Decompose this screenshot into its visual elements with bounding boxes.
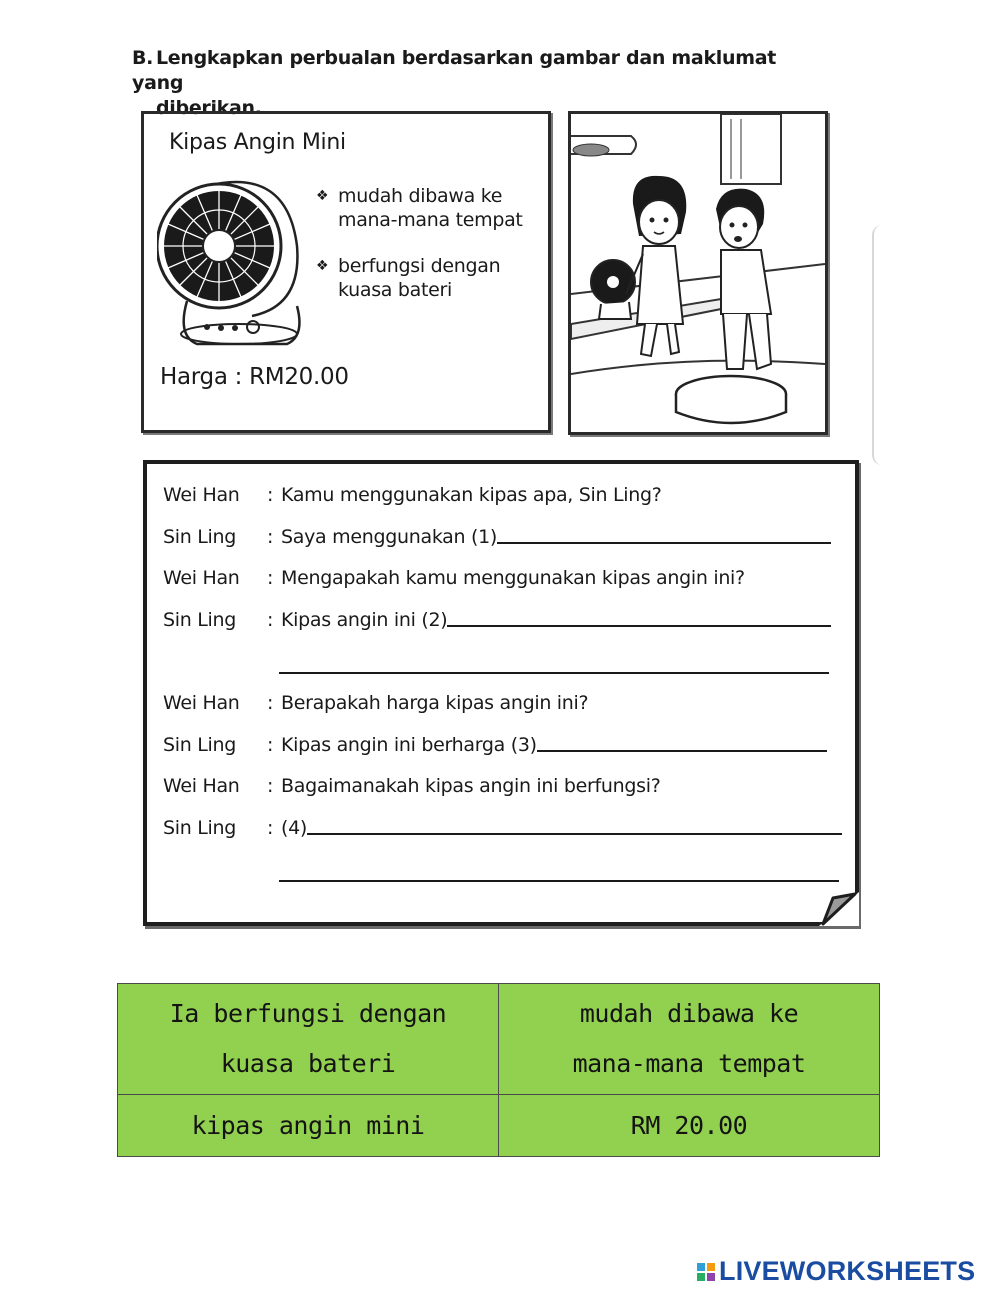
diamond-bullet-icon: ❖ (316, 258, 329, 274)
dialogue-note (143, 460, 859, 926)
dialogue-text: Berapakah harga kipas angin ini? (281, 692, 589, 714)
speaker-name: Sin Ling (163, 734, 236, 756)
page-curl-icon (819, 892, 859, 926)
instruction-line-2: diberikan. (156, 97, 262, 119)
dialogue-line: Sin Ling : Saya menggunakan (1) (163, 526, 831, 548)
speaker-name: Wei Han (163, 484, 240, 506)
answer-options-table (117, 983, 880, 1157)
dialogue-text: Saya menggunakan (1) (281, 526, 498, 548)
feature-item (316, 254, 541, 302)
dialogue-text: Kamu menggunakan kipas apa, Sin Ling? (281, 484, 662, 506)
feature-text: berfungsi dengan kuasa bateri (338, 255, 501, 301)
table-row (118, 984, 880, 1095)
answer-blank-2[interactable] (447, 625, 831, 627)
instruction-line-1: Lengkapkan perbualan berdasarkan gambar dan maklumat yang (132, 47, 777, 94)
scroll-edge-decoration (872, 225, 882, 465)
table-row (118, 1095, 880, 1157)
dialogue-line: Sin Ling : (4) (163, 817, 842, 839)
dialogue-line: Wei Han : Bagaimanakah kipas angin ini berfungsi? (163, 775, 661, 797)
mini-fan-illustration (157, 166, 307, 356)
instruction-number: B. (132, 47, 154, 69)
feature-list (316, 184, 541, 324)
scene-drawing (571, 114, 825, 432)
dialogue-line: Wei Han : Kamu menggunakan kipas apa, Sin Ling? (163, 484, 662, 506)
dialogue-text: Bagaimanakah kipas angin ini berfungsi? (281, 775, 661, 797)
answer-blank-3[interactable] (537, 750, 827, 752)
speaker-name: Sin Ling (163, 817, 236, 839)
price-label: Harga : RM20.00 (160, 364, 349, 390)
speaker-name: Sin Ling (163, 526, 236, 548)
dialogue-line: Wei Han : Mengapakah kamu menggunakan kipas angin ini? (163, 567, 745, 589)
children-scene-illustration (568, 111, 828, 435)
diamond-bullet-icon: ❖ (316, 188, 329, 204)
dialogue-line: Wei Han : Berapakah harga kipas angin ini? (163, 692, 589, 714)
dialogue-text: Mengapakah kamu menggunakan kipas angin ini? (281, 567, 745, 589)
product-card (141, 111, 551, 433)
answer-option[interactable]: mudah dibawa ke mana-mana tempat (499, 984, 880, 1095)
liveworksheets-logo-icon (697, 1263, 715, 1281)
dialogue-line: Sin Ling : Kipas angin ini berharga (3) (163, 734, 827, 756)
answer-blank-4-continued[interactable] (279, 880, 839, 882)
dialogue-text: Kipas angin ini berharga (3) (281, 734, 537, 756)
answer-option[interactable]: RM 20.00 (499, 1095, 880, 1157)
brand-name: LIVEWORKSHEETS (719, 1256, 976, 1286)
answer-blank-2-continued[interactable] (279, 672, 829, 674)
dialogue-text: (4) (281, 817, 308, 839)
liveworksheets-brand (697, 1256, 975, 1287)
product-title: Kipas Angin Mini (169, 130, 346, 155)
answer-blank-4[interactable] (307, 833, 842, 835)
answer-option[interactable]: Ia berfungsi dengan kuasa bateri (118, 984, 499, 1095)
instruction (132, 46, 832, 121)
speaker-name: Wei Han (163, 692, 240, 714)
dialogue-text: Kipas angin ini (2) (281, 609, 448, 631)
speaker-name: Wei Han (163, 775, 240, 797)
feature-item (316, 184, 541, 232)
answer-blank-1[interactable] (497, 542, 831, 544)
speaker-name: Wei Han (163, 567, 240, 589)
answer-option[interactable]: kipas angin mini (118, 1095, 499, 1157)
dialogue-line: Sin Ling : Kipas angin ini (2) (163, 609, 831, 631)
feature-text: mudah dibawa ke mana-mana tempat (338, 185, 523, 231)
speaker-name: Sin Ling (163, 609, 236, 631)
